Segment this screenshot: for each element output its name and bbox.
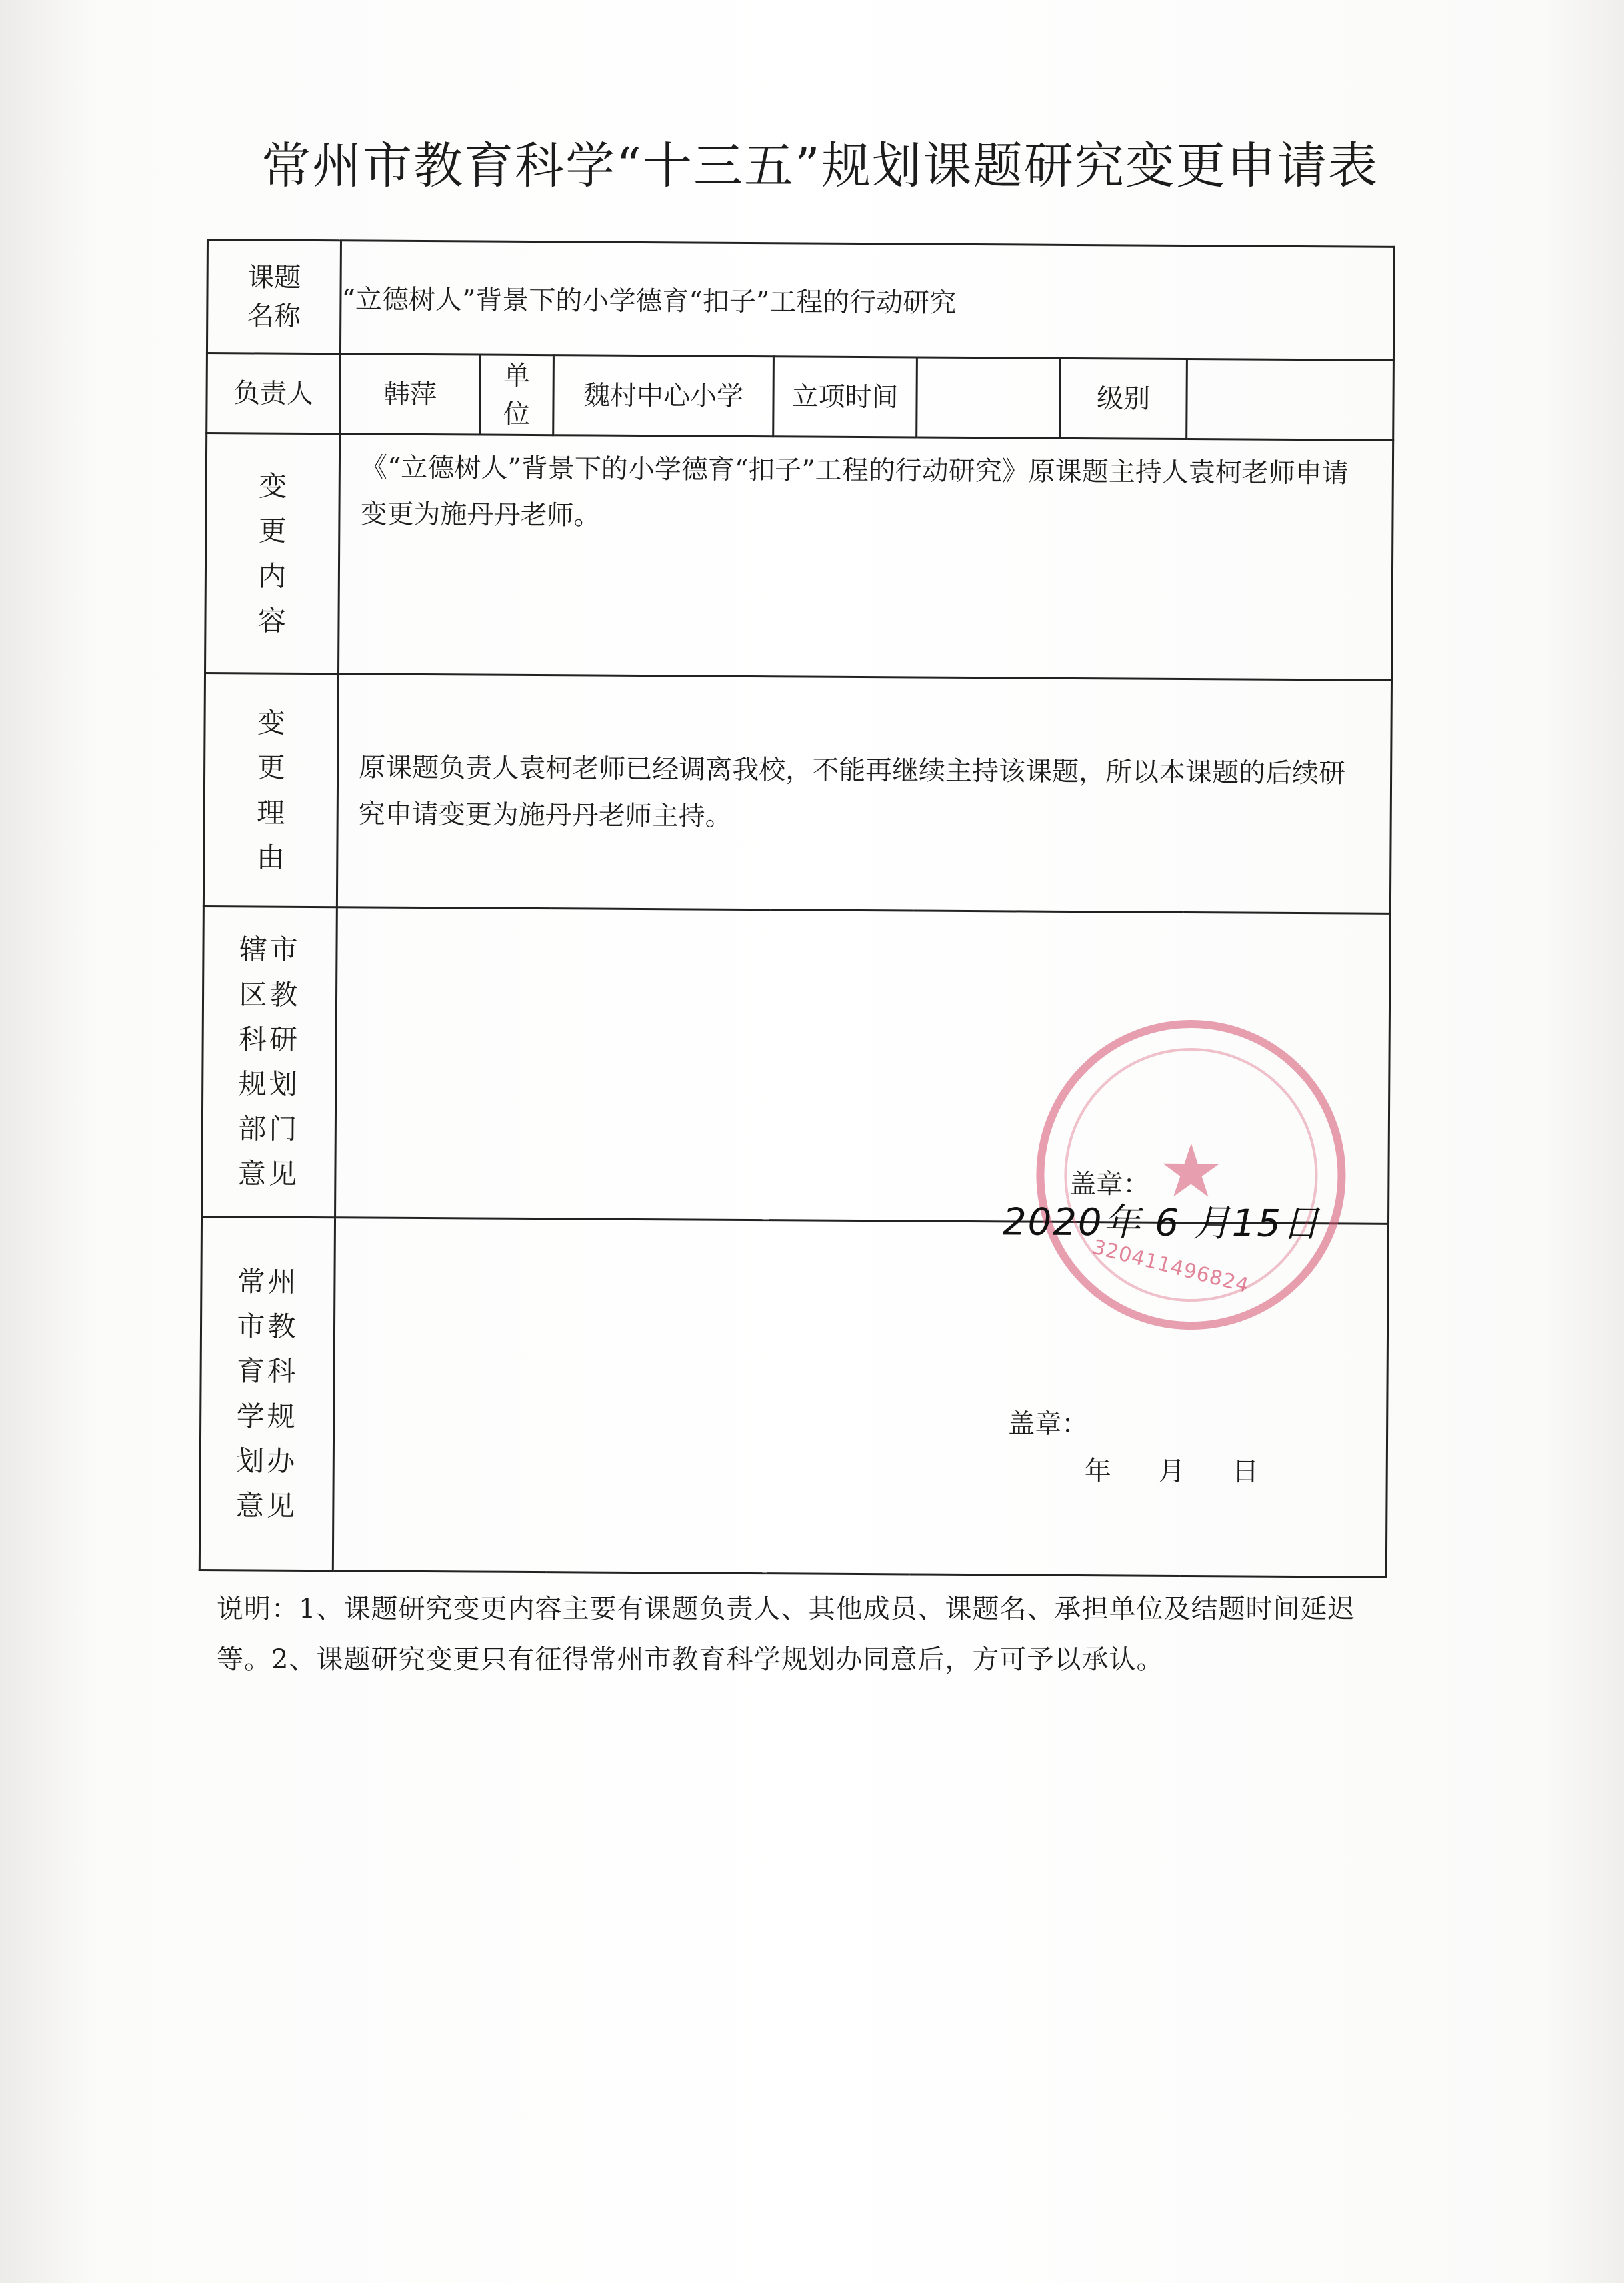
approval-time-label: 立项时间: [773, 357, 917, 437]
seal-star-icon: ★: [1157, 1127, 1225, 1214]
change-content-label: 变更内容: [205, 433, 340, 674]
change-reason-label: 变更理由: [203, 673, 338, 907]
approval-time-value: [917, 357, 1061, 438]
form-footnote: 说明：1、课题研究变更内容主要有课题负责人、其他成员、课题名、承担单位及结题时间延迟等。2、课题研究变更只有征得常州市教育科学规划办同意后，方可予以承认。: [217, 1594, 1355, 1675]
level-value: [1187, 359, 1394, 440]
district-opinion-cell: [335, 907, 1391, 1298]
seal-number: 320411496824: [1090, 1235, 1252, 1298]
city-opinion-label: 常州市教育科学规划办意见: [199, 1216, 335, 1570]
leader-value: 韩萍: [340, 354, 481, 435]
city-opinion-cell: [333, 1218, 1388, 1578]
district-opinion-label: 辖市区教科研规划部门意见: [202, 906, 337, 1217]
topic-name-label: 课题 名称: [207, 240, 341, 354]
change-content-text: 《“立德树人”背景下的小学德育“扣子”工程的行动研究》原课题主持人袁柯老师申请变更为施丹丹老师。: [360, 452, 1349, 531]
unit-value: 魏村中心小学: [553, 355, 774, 437]
level-label: 级别: [1060, 358, 1187, 439]
change-reason-text: 原课题负责人袁柯老师已经调离我校，不能再继续主持该课题，所以本课题的后续研究申请变更为施丹丹老师主持。: [358, 751, 1346, 832]
unit-label: 单 位: [480, 355, 554, 435]
change-application-form: [199, 239, 1395, 1578]
topic-name-value: “立德树人”背景下的小学德育“扣子”工程的行动研究: [340, 241, 1394, 361]
city-stamp-label: 盖章：: [1008, 1408, 1089, 1440]
change-content-cell: [339, 434, 1393, 681]
form-title: 常州市教育科学“十三五”规划课题研究变更申请表: [261, 137, 1379, 195]
district-date: 2020年 6 月15日: [1002, 1200, 1321, 1246]
district-stamp-label: 盖章：: [1069, 1168, 1150, 1200]
change-reason-cell: [337, 674, 1391, 914]
city-date: 年 月 日: [1084, 1456, 1263, 1488]
leader-label: 负责人: [207, 353, 341, 434]
